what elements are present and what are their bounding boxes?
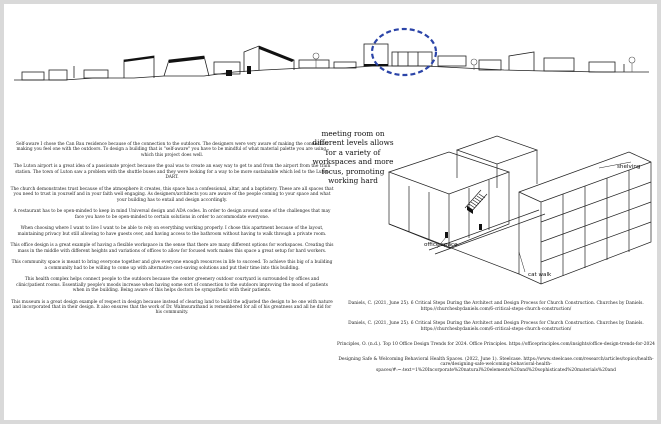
- reference-item: Designing Safe & Welcoming Behavioral Health Spaces. (2022, June 1). Steelcase. https://www.steelcase.com/research/articles/topics/health-care/designing-safe-welcoming-behavioral-health-spaces/#:~:text=1%20Incorporate%20natural%20elements%20and%20sophisticated%20materials%20and: [338, 356, 654, 373]
- office-space-label: office space: [424, 242, 458, 248]
- paragraph-open-minded: A restaurant has to be open-minded to keep in mind Universal design and ADA codes. In order to design around some of the challenges that may face you have to be open-minded to certain solutions in order to accommodate everyone.: [13, 209, 331, 220]
- building-section-drawing: [4, 26, 657, 100]
- shelving-label: shelving: [617, 164, 641, 170]
- paragraph-passionate: The Luton airport is a great idea of a passionate project because the goal was to create an easy way to get to and from the airport from the train station. The town of Luton saw a problem with the shuttle buses and they were looking for a way to be more sustainable which led to the Luton DART.: [13, 164, 331, 181]
- meeting-room-callout: meeting room on different levels allows for a variety of workspaces and more focus, promoting working hard: [312, 129, 394, 186]
- paragraph-reliable: When choosing where I want to live I want to be able to rely on everything working properly. I chose this apartment because of the layout, maintaining privacy but still allowing to have guests over, and having access to the bathroom without having to walk through a private room.: [17, 226, 327, 237]
- paragraph-health: This health complex helps connect people to the outdoors because the center greenery outdoor courtyard is surrounded by offices and clinic/patient rooms. Essentially people's moods increase when having some sort of connection to the outdoors improving the mood of patients when in the building. Being aware of this helps doctors be sympathetic with their patients.: [16, 277, 328, 294]
- paragraph-community: This community space is meant to bring everyone together and give everyone enough resources in life to succeed. To achieve this big of a building a community had to be willing to come up with alternative cost-saving solutions and put their time into this building.: [11, 260, 333, 271]
- paragraph-hard-working: This office design is a great example of having a flexible workspace in the sense that there are many different options for workspaces. Creating this mass in the middle with different heights and variations of offices to allow for focused work makes this space a great setup for hard workers.: [10, 243, 334, 254]
- document-page: [4, 4, 657, 420]
- references-list: [337, 301, 655, 383]
- paragraph-respect: This museum is a great design example of respect in design because instead of clearing land to build the adjusted the design to be one with nature and incorporated that in their design. It also ensures that the work of Dr. Walmsurathand is remembered for all of his greatness and all he did for his community.: [11, 299, 333, 316]
- paragraph-trust: The church demonstrates trust because of the atmosphere it creates, this space has a confessional, altar, and a baptistery. These are all spaces that you need to trust in yourself and in your faith well engaging. As designers/architects you are aware of the people coming to your space and what your building has to entail and design accordingly.: [10, 186, 334, 203]
- reference-item: Daniels, C. (2021, June 25). 6 Critical Steps During the Architect and Design Process for Church Construction. Churches by Daniels. https://churchesbydaniels.com/6-critical-steps-church-construction/: [348, 301, 644, 312]
- essay-column: [10, 142, 334, 322]
- reference-item: Daniels, C. (2021, June 25). 6 Critical Steps During the Architect and Design Process for Church Construction. Churches by Daniels. https://churchesbydaniels.com/6-critical-steps-church-construction/: [348, 321, 644, 332]
- cat-walk-label: cat walk: [528, 272, 552, 278]
- paragraph-self-aware: Self-aware I chose the Can Bau residence because of the connection to the outdoors. The designers were very aware of making the connection making you feel one with the outdoors. To design a building that is "self-aware" you have to be mindful of what material palette you are using, which this project does well.: [16, 142, 328, 158]
- reference-item: Principles, O. (n.d.). Top 10 Office Design Trends for 2024. Office Principles. https://officeprinciples.com/insights/office-design-trends-for-2024: [337, 341, 655, 347]
- office-axonometric-drawing: [369, 132, 657, 290]
